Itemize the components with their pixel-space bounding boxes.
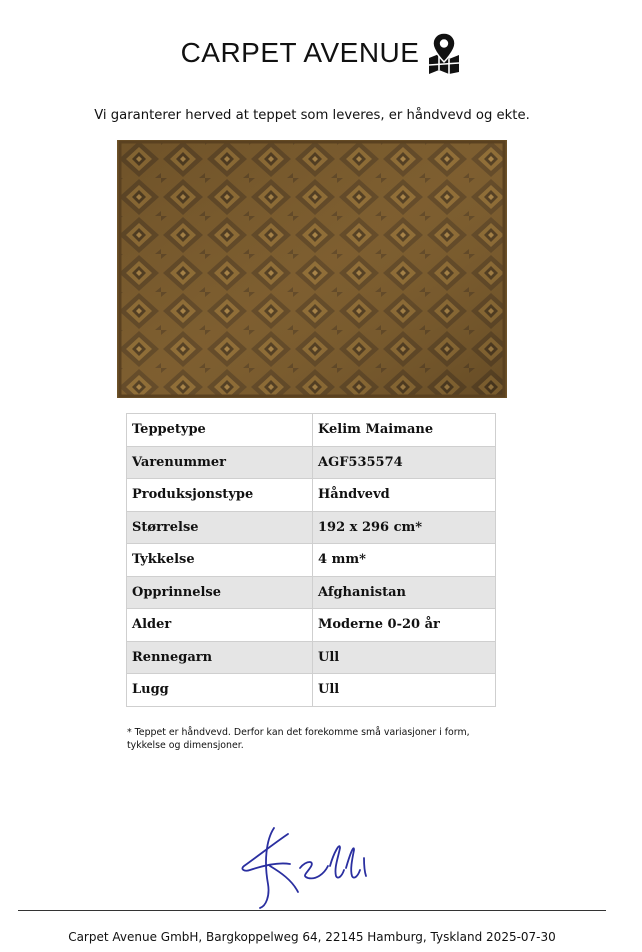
spec-label: Opprinnelse (127, 576, 313, 609)
brand-logo (0, 30, 642, 76)
spec-value: Håndvevd (313, 479, 496, 512)
footnote: * Teppet er håndvevd. Derfor kan det forekomme små variasjoner i form, tykkelse og dimensjoner. (127, 727, 470, 751)
spec-value: 4 mm* (313, 544, 496, 577)
table-row (127, 641, 496, 674)
brand-name: CARPET AVENUE (180, 37, 420, 68)
spec-label: Størrelse (127, 511, 313, 544)
footer-divider (18, 910, 606, 911)
table-row (127, 511, 496, 544)
spec-label: Alder (127, 609, 313, 642)
spec-value: 192 x 296 cm* (313, 511, 496, 544)
spec-label: Rennegarn (127, 641, 313, 674)
spec-value: Afghanistan (313, 576, 496, 609)
table-row (127, 609, 496, 642)
spec-label: Lugg (127, 674, 313, 707)
spec-label: Teppetype (127, 414, 313, 447)
signature (236, 822, 382, 910)
spec-value: Ull (313, 641, 496, 674)
spec-label: Produksjonstype (127, 479, 313, 512)
table-row (127, 674, 496, 707)
table-row (127, 576, 496, 609)
spec-table (126, 413, 496, 707)
spec-value: Ull (313, 674, 496, 707)
spec-label: Varenummer (127, 446, 313, 479)
spec-value: AGF535574 (313, 446, 496, 479)
footer (0, 930, 624, 944)
spec-value: Moderne 0-20 år (313, 609, 496, 642)
footer-address: Carpet Avenue GmbH, Bargkoppelweg 64, 22145 Hamburg, Tyskland (68, 930, 483, 944)
table-row (127, 544, 496, 577)
spec-label: Tykkelse (127, 544, 313, 577)
table-row (127, 414, 496, 447)
spec-value: Kelim Maimane (313, 414, 496, 447)
footer-date: 2025-07-30 (486, 930, 556, 944)
map-location-pin-icon (427, 32, 461, 74)
carpet-photo (117, 140, 507, 398)
table-row (127, 446, 496, 479)
table-row (127, 479, 496, 512)
guarantee-text: Vi garanterer herved at teppet som leveres, er håndvevd og ekte. (94, 108, 530, 123)
